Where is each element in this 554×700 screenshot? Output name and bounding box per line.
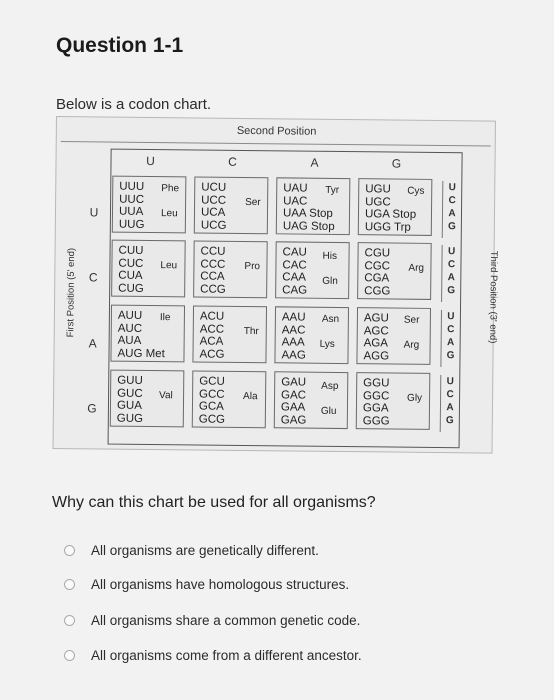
- codon: UAG Stop: [282, 219, 335, 233]
- codon: AGA: [363, 337, 388, 350]
- codon: CUA: [118, 269, 143, 282]
- amino-acid-label: Leu: [160, 208, 178, 220]
- codon: CGC: [364, 259, 391, 273]
- amino-acid-label: Phe: [161, 183, 180, 195]
- amino-acid-label: Cys: [407, 185, 425, 197]
- codon: AAC: [281, 323, 306, 337]
- codon-cell: [356, 372, 431, 430]
- column-head-u: U: [146, 153, 155, 169]
- codon: GGU: [363, 377, 390, 390]
- codon-cell: [111, 240, 186, 298]
- codon: CUU: [118, 244, 144, 257]
- codon-chart: [53, 116, 500, 454]
- codon: UUC: [119, 193, 145, 206]
- third-position-letter: U: [447, 246, 456, 258]
- third-position-letter: G: [447, 285, 456, 297]
- amino-acid-label: Asn: [321, 313, 340, 325]
- codon: GUG: [116, 412, 144, 425]
- amino-acid-label: Gly: [407, 392, 423, 404]
- amino-acid-label: Thr: [243, 325, 259, 338]
- codon-cell: [193, 240, 268, 298]
- third-position-letter: G: [447, 221, 456, 233]
- question-intro: Below is a codon chart.: [56, 96, 212, 113]
- codon: UGC: [365, 195, 391, 209]
- codon-list: [363, 312, 389, 362]
- amino-acid-label: His: [322, 250, 338, 262]
- option-label: All organisms have homologous structures.: [91, 576, 350, 592]
- first-position-label: First Position (5' end): [65, 247, 78, 338]
- codon: UCA: [200, 206, 226, 219]
- amino-acid-label: Ser: [245, 196, 261, 209]
- codon-list: [201, 182, 227, 232]
- third-position-letter: A: [447, 272, 455, 284]
- option-label: All organisms come from a different ancestor.: [91, 647, 362, 663]
- codon: UAU: [283, 182, 308, 195]
- answer-option-2[interactable]: [64, 574, 349, 594]
- codon: GUA: [116, 399, 142, 412]
- codon: CUG: [118, 282, 144, 295]
- amino-acid-label: Ala: [243, 390, 258, 403]
- divider: [61, 141, 491, 147]
- codon: CCA: [200, 270, 225, 283]
- third-position-letter: C: [446, 389, 454, 401]
- codon-list: [363, 377, 390, 427]
- codon: AAG: [281, 348, 306, 362]
- radio-button[interactable]: [64, 545, 75, 556]
- radio-button[interactable]: [64, 615, 75, 626]
- codon: AGU: [363, 312, 389, 325]
- codon: CCU: [200, 245, 226, 258]
- codon-cell: [192, 370, 267, 428]
- codon: GAA: [280, 401, 306, 414]
- column-head-g: G: [391, 156, 402, 171]
- codon: CAA: [282, 271, 307, 284]
- third-position-letters: [442, 181, 462, 238]
- option-label: All organisms share a common genetic code.: [91, 612, 361, 628]
- amino-acid-label: Ser: [403, 314, 420, 326]
- third-position-letter: A: [446, 337, 455, 349]
- codon: AUC: [117, 322, 143, 335]
- codon: ACU: [199, 310, 225, 323]
- codon: GCC: [199, 388, 225, 401]
- codon: CAG: [282, 283, 308, 297]
- codon: UUG: [118, 218, 145, 231]
- codon: GCA: [198, 400, 224, 413]
- codon-cell: [276, 177, 351, 235]
- codon-cell: [356, 307, 431, 365]
- codon-cell: [358, 178, 433, 236]
- codon: UGU: [365, 183, 391, 196]
- amino-acid-label: Arg: [408, 262, 425, 274]
- codon: GCG: [198, 413, 226, 426]
- codon: UCC: [201, 194, 227, 207]
- codon-list: [117, 375, 144, 425]
- third-position-letters: [440, 375, 460, 432]
- third-position-letter: U: [447, 311, 455, 323]
- third-position-letter: A: [448, 208, 456, 220]
- amino-acid-label: Asp: [321, 380, 339, 392]
- third-position-letter: U: [446, 376, 454, 388]
- codon-cell: [275, 241, 350, 299]
- codon-cell: [357, 242, 432, 300]
- codon: GAU: [281, 376, 307, 389]
- codon-list: [200, 246, 226, 296]
- second-position-label: Second Position: [236, 124, 317, 138]
- codon: GGA: [362, 402, 389, 415]
- codon: ACA: [199, 335, 224, 348]
- third-position-letter: G: [446, 350, 455, 362]
- codon: GGC: [363, 389, 390, 403]
- codon: AGG: [363, 349, 390, 363]
- row-letter-a: A: [88, 336, 97, 351]
- column-head-c: C: [228, 154, 237, 169]
- codon-cell: [194, 176, 269, 234]
- codon: AGC: [363, 324, 389, 337]
- codon: UAC: [283, 194, 308, 208]
- amino-acid-label: Tyr: [325, 184, 340, 196]
- codon-cell: [192, 305, 267, 363]
- codon-list: [119, 181, 145, 231]
- codon: AUU: [117, 309, 143, 322]
- third-position-letter: C: [447, 324, 455, 336]
- answer-option-1[interactable]: [64, 540, 319, 560]
- answer-option-4[interactable]: [64, 645, 362, 665]
- codon: CUC: [118, 257, 144, 270]
- codon-cell: [110, 305, 185, 363]
- codon: UUA: [118, 205, 144, 218]
- amino-acid-label: Val: [159, 390, 173, 402]
- codon-list: [199, 376, 226, 426]
- codon-list: [117, 310, 165, 360]
- codon-list: [118, 245, 144, 295]
- codon: UUU: [119, 180, 145, 193]
- codon: CCC: [200, 258, 226, 271]
- codon: ACG: [199, 348, 225, 361]
- third-position-letters: [441, 245, 461, 302]
- codon: GUC: [117, 387, 143, 400]
- codon: GAG: [280, 413, 307, 427]
- codon: CCG: [200, 283, 226, 296]
- third-position-letter: U: [448, 182, 456, 194]
- amino-acid-label: Arg: [403, 339, 420, 351]
- third-position-letters: [440, 310, 460, 367]
- column-head-a: A: [310, 155, 319, 170]
- codon-list: [281, 311, 306, 361]
- codon: AUA: [117, 334, 142, 347]
- radio-button[interactable]: [64, 650, 75, 661]
- radio-button[interactable]: [64, 579, 75, 590]
- codon-list: [364, 247, 391, 297]
- codon-list: [282, 246, 307, 296]
- codon: CGA: [364, 272, 390, 285]
- codon: AUG Met: [117, 347, 165, 360]
- codon: GAC: [281, 388, 307, 402]
- codon: UCG: [200, 219, 227, 232]
- codon-cell: [112, 176, 187, 234]
- codon: AAU: [281, 311, 306, 324]
- codon: UCU: [201, 181, 227, 194]
- codon: AAA: [281, 336, 305, 349]
- third-position-letter: G: [445, 415, 454, 427]
- codon: GGG: [362, 414, 390, 428]
- option-label: All organisms are genetically different.: [91, 542, 319, 558]
- question-prompt: Why can this chart be used for all organisms?: [52, 494, 376, 511]
- amino-acid-label: Glu: [320, 405, 337, 417]
- third-position-letter: A: [446, 402, 454, 414]
- third-position-letter: C: [447, 259, 456, 271]
- row-letter-u: U: [89, 205, 99, 220]
- codon: ACC: [199, 323, 225, 336]
- third-position-label: Third Position (3' end): [487, 250, 500, 344]
- codon: GCU: [199, 375, 225, 388]
- question-title: Question 1-1: [56, 34, 184, 57]
- codon: CAU: [282, 246, 307, 259]
- row-letter-c: C: [88, 270, 98, 285]
- codon-list: [199, 311, 224, 361]
- codon-cell: [274, 306, 349, 364]
- codon-cell: [110, 370, 185, 428]
- codon: GUU: [117, 374, 143, 387]
- codon: CGG: [364, 284, 391, 298]
- amino-acid-label: Lys: [319, 338, 335, 350]
- amino-acid-label: Ile: [159, 312, 171, 324]
- third-position-letter: C: [448, 195, 456, 207]
- row-letter-g: G: [87, 401, 97, 416]
- answer-option-3[interactable]: [64, 610, 360, 630]
- codon: UGA Stop: [364, 208, 417, 221]
- codon: UGG Trp: [364, 220, 411, 234]
- amino-acid-label: Pro: [244, 260, 261, 273]
- amino-acid-label: Leu: [160, 260, 178, 272]
- codon: CAC: [282, 258, 307, 272]
- codon: UAA Stop: [282, 207, 333, 220]
- codon-cell: [274, 371, 349, 429]
- codon: CGU: [364, 247, 391, 260]
- amino-acid-label: Gln: [322, 275, 338, 287]
- codon-list: [281, 376, 307, 426]
